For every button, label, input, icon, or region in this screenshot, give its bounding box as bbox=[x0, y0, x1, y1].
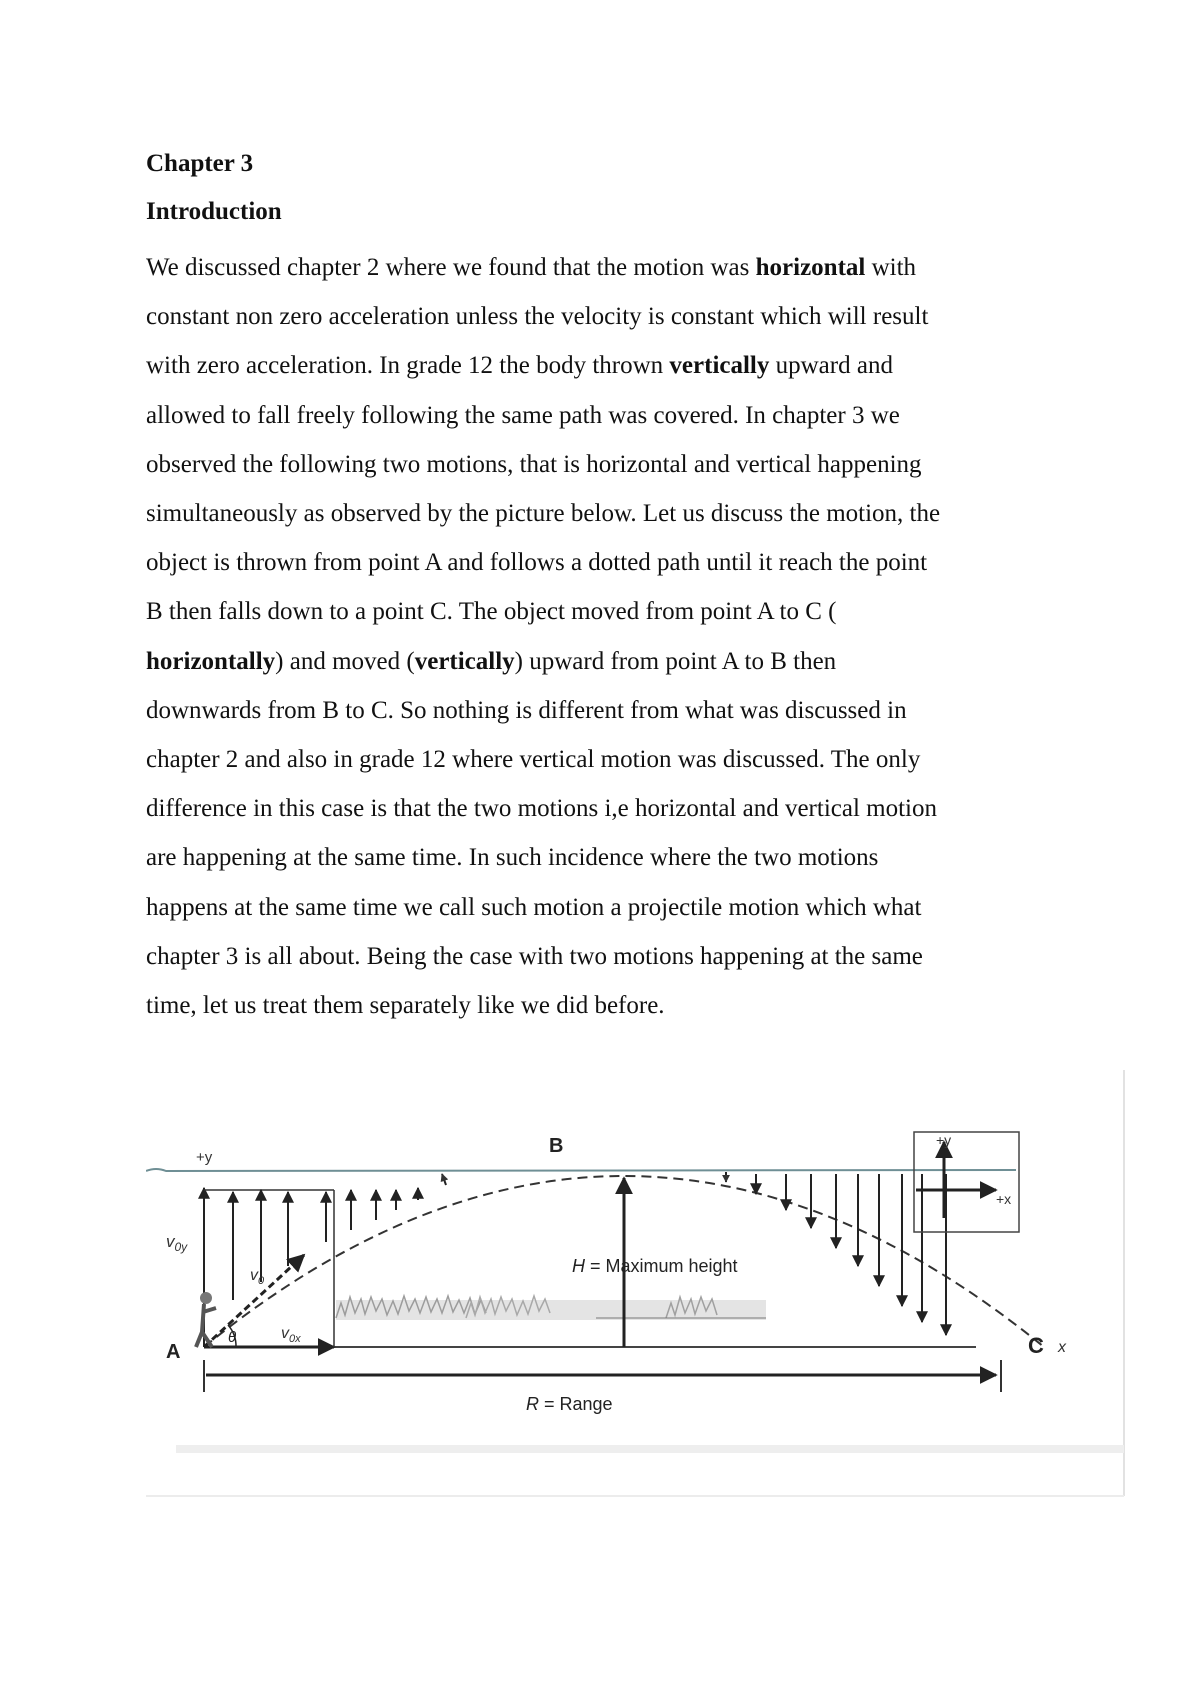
plus-x-label-box: +x bbox=[996, 1191, 1012, 1207]
text-run: with zero acceleration. In grade 12 the body thrown bbox=[146, 352, 670, 380]
text-run: are happening at the same time. In such incidence where the two motions bbox=[146, 844, 879, 872]
text-run: with bbox=[865, 254, 917, 281]
paragraph-line bbox=[146, 538, 1076, 587]
paragraph-line bbox=[146, 686, 1076, 735]
text-run: time, let us treat them separately like we did before. bbox=[146, 992, 665, 1020]
paragraph-line bbox=[146, 292, 1076, 341]
text-run: chapter 3 is all about. Being the case with two motions happening at the same bbox=[146, 942, 923, 970]
text-run: ) and moved ( bbox=[275, 647, 415, 675]
paragraph-line bbox=[146, 489, 1076, 538]
bold-term: horizontally bbox=[146, 647, 276, 675]
intro-paragraph bbox=[146, 243, 1076, 1030]
top-line bbox=[146, 1169, 1016, 1171]
paragraph-line bbox=[146, 784, 1076, 833]
bold-term: horizontal bbox=[755, 254, 866, 281]
plus-y-label-left: +y bbox=[196, 1149, 213, 1166]
v0x-label: $v_{0x}$ bbox=[281, 1325, 301, 1345]
paragraph-line bbox=[146, 243, 1076, 292]
paragraph-line bbox=[146, 587, 1076, 636]
text-run: constant non zero acceleration unless the velocity is constant which will result bbox=[146, 303, 929, 331]
theta-label: θ bbox=[228, 1329, 237, 1346]
projectile-motion-figure bbox=[146, 1070, 1126, 1500]
paragraph-line bbox=[146, 981, 1076, 1030]
v0-label: $v_0$ bbox=[250, 1267, 265, 1287]
max-height-label: H = Maximum height bbox=[572, 1256, 738, 1276]
point-b-label: B bbox=[549, 1135, 564, 1157]
bold-term: vertically bbox=[669, 352, 770, 380]
text-run: chapter 2 and also in grade 12 where vertical motion was discussed. The only bbox=[146, 746, 921, 774]
paragraph-line bbox=[146, 440, 1076, 489]
x-axis-label: x bbox=[1058, 1339, 1066, 1356]
text-run: ) upward from point A to B then bbox=[514, 647, 837, 675]
bold-term: vertically bbox=[414, 647, 515, 675]
paragraph-line bbox=[146, 341, 1076, 390]
text-run: observed the following two motions, that is horizontal and vertical happening bbox=[146, 450, 922, 478]
range-label: R = Range bbox=[526, 1394, 613, 1414]
scan-shadow bbox=[176, 1445, 1124, 1453]
text-run: B then falls down to a point C. The object moved from point A to C ( bbox=[146, 598, 837, 626]
text-run: allowed to fall freely following the same path was covered. In chapter 3 we bbox=[146, 401, 900, 429]
text-run: difference in this case is that the two motions i,e horizontal and vertical motion bbox=[146, 795, 937, 823]
axis-box bbox=[914, 1132, 1019, 1232]
section-title: Introduction bbox=[146, 198, 282, 225]
paragraph-line bbox=[146, 883, 1076, 932]
point-a-label: A bbox=[166, 1341, 181, 1363]
v0y-label: $v_{0y}$ bbox=[166, 1232, 188, 1254]
point-c-label: C bbox=[1028, 1333, 1044, 1358]
paragraph-line bbox=[146, 391, 1076, 440]
text-run: happens at the same time we call such motion a projectile motion which what bbox=[146, 893, 922, 921]
velocity-arrows-up bbox=[233, 1174, 446, 1300]
paragraph-line bbox=[146, 932, 1076, 981]
plus-y-label-box: +y bbox=[936, 1132, 952, 1148]
chapter-title: Chapter 3 bbox=[146, 150, 254, 177]
paragraph-line bbox=[146, 735, 1076, 784]
text-run: upward and bbox=[769, 352, 893, 380]
paragraph-line bbox=[146, 637, 1076, 686]
text-run: We discussed chapter 2 where we found that the motion was bbox=[146, 254, 756, 281]
text-run: simultaneously as observed by the picture below. Let us discuss the motion, the bbox=[146, 500, 941, 528]
text-run: object is thrown from point A and follows a dotted path until it reach the point bbox=[146, 549, 928, 577]
projectile-diagram bbox=[146, 1070, 1126, 1500]
paragraph-line bbox=[146, 833, 1076, 882]
grass bbox=[336, 1296, 766, 1320]
text-run: downwards from B to C. So nothing is different from what was discussed in bbox=[146, 696, 907, 724]
